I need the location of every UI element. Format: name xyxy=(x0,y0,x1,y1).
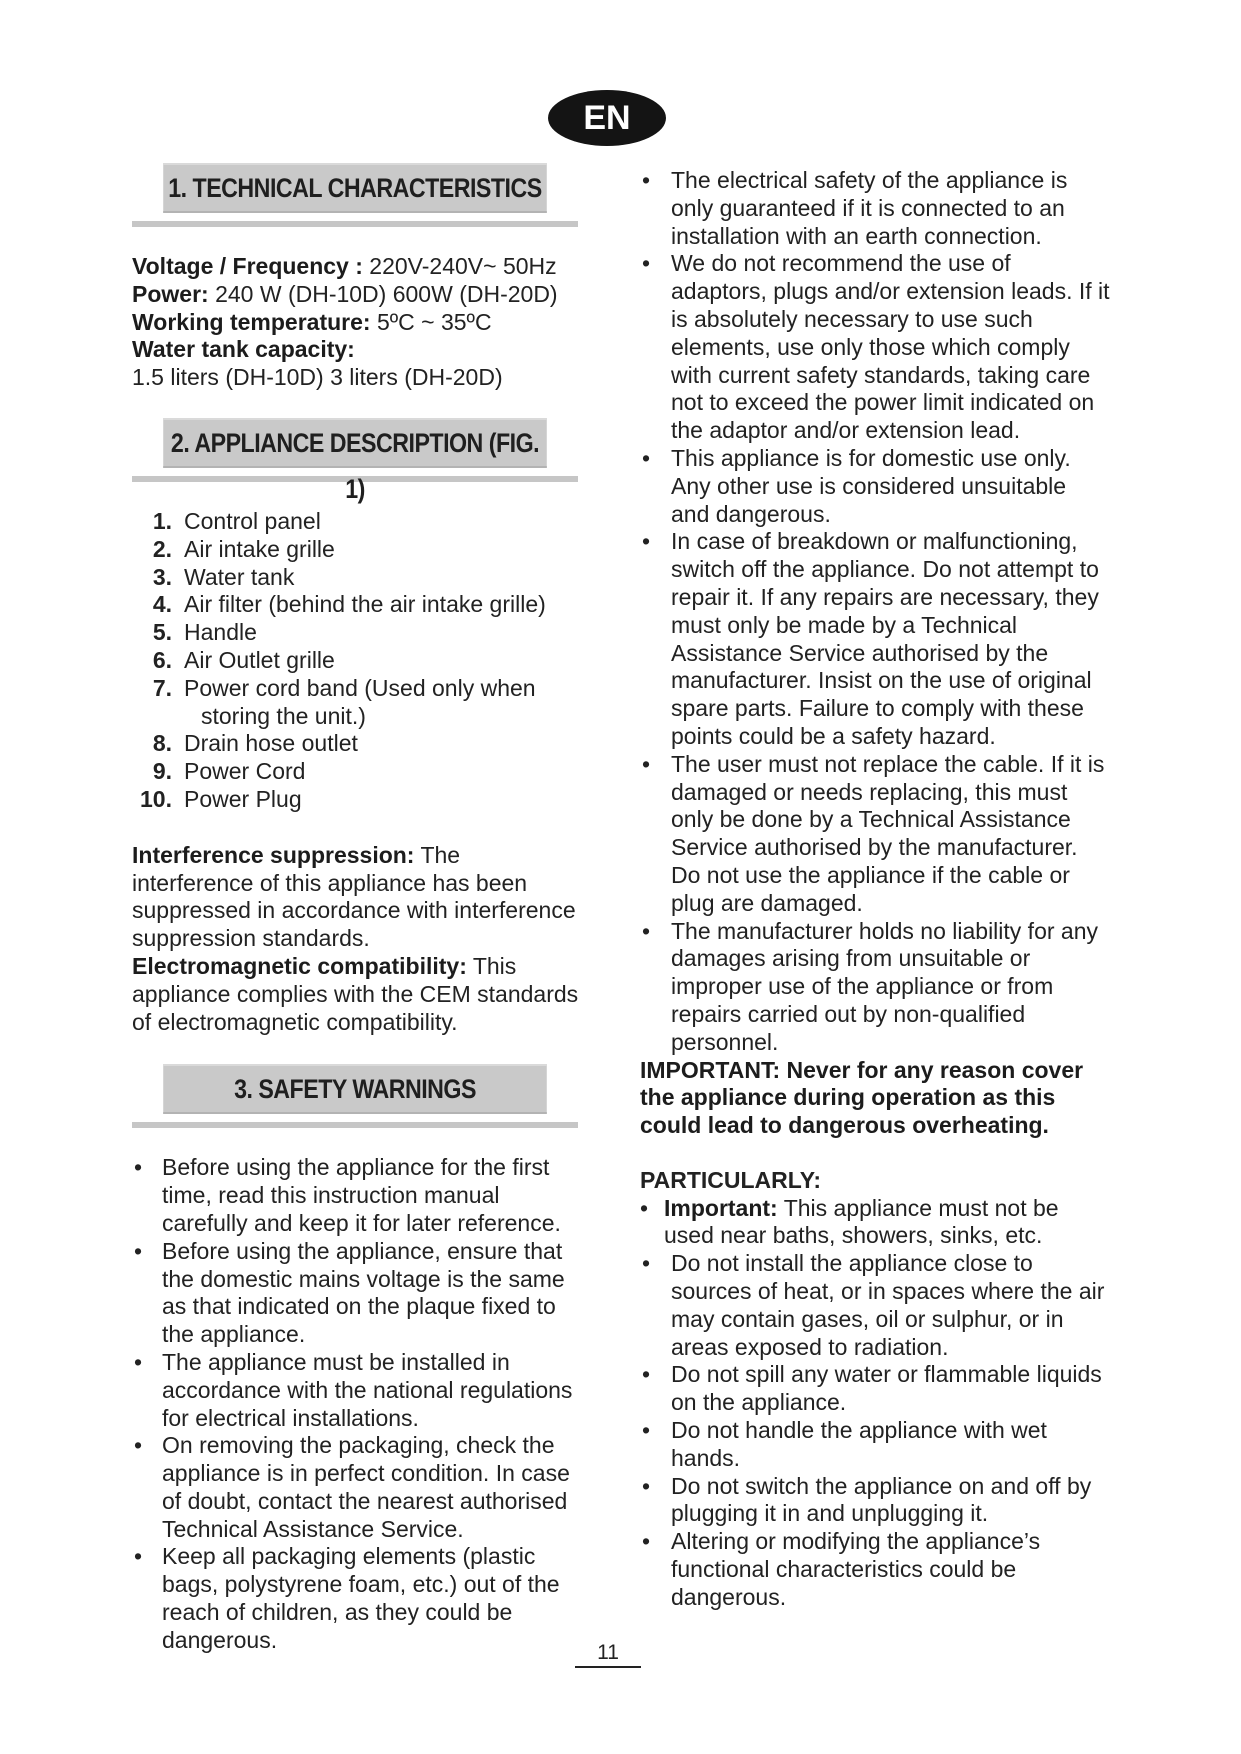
list-item: • The electrical safety of the appliance is only guaranteed if it is connected to an installation with an earth connection. xyxy=(642,167,1068,249)
page-number: 11 xyxy=(575,1640,641,1668)
list-item: 1. Control panel xyxy=(152,507,321,534)
list-item: 5. Handle xyxy=(152,619,257,646)
list-item: 10. Power Plug xyxy=(140,785,302,812)
particularly-list xyxy=(640,1195,1110,1612)
spec-tank-capacity: Water tank capacity: xyxy=(132,336,355,363)
spec-power: Power: 240 W (DH-10D) 600W (DH-20D) xyxy=(132,280,558,307)
list-item: • Before using the appliance for the first time, read this instruction manual carefully and keep it for later reference. xyxy=(134,1154,561,1236)
list-item: • The user must not replace the cable. If it is damaged or needs replacing, this must only be done by a Technical Assistance Service authorised by the manufacturer. Do not use the appliance if the cable or plug are damaged. xyxy=(642,750,1105,916)
list-item: 4. Air filter (behind the air intake grille) xyxy=(152,591,546,618)
section-title-safety: 3. SAFETY WARNINGS xyxy=(163,1064,547,1114)
list-item: • The manufacturer holds no liability for any damages arising from unsuitable or improper use of the appliance or from repairs carried out by non-qualified personnel. xyxy=(642,917,1098,1055)
right-column xyxy=(640,167,1110,1612)
list-item: 3. Water tank xyxy=(152,563,295,590)
list-item: • Do not handle the appliance with wet hands. xyxy=(642,1417,1047,1471)
list-item: • Do not install the appliance close to sources of heat, or in spaces where the air may contain gases, oil or sulphur, or in areas exposed to radiation. xyxy=(642,1250,1105,1360)
safety-list-right xyxy=(640,167,1110,1057)
interference-paragraph: Interference suppression: The interference of this appliance has been suppressed in accordance with interference suppression standards. xyxy=(132,841,576,952)
list-item: 2. Air intake grille xyxy=(152,535,335,562)
spec-voltage: Voltage / Frequency : 220V-240V~ 50Hz xyxy=(132,253,557,279)
list-item: 9. Power Cord xyxy=(152,758,306,785)
list-item: • This appliance is for domestic use only. Any other use is considered unsuitable and dangerous. xyxy=(642,444,1071,527)
list-item: • Before using the appliance, ensure that the domestic mains voltage is the same as that indicated on the plaque fixed to the appliance. xyxy=(134,1237,565,1348)
list-item: • We do not recommend the use of adaptors, plugs and/or extension leads. If it is absolutely necessary to use such elements, use only those which comply with current safety standards, taking care not to exceed the power limit indicated on the adaptor and/or extension lead. xyxy=(642,250,1110,444)
spec-tank-capacity-value: 1.5 liters (DH-10D) 3 liters (DH-20D) xyxy=(132,364,503,391)
list-item: • Keep all packaging elements (plastic bags, polystyrene foam, etc.) out of the reach of children, as they could be dangerous. xyxy=(134,1543,560,1653)
left-column xyxy=(132,163,582,1655)
list-item: • Do not spill any water or flammable liquids on the appliance. xyxy=(642,1361,1102,1416)
safety-list-left xyxy=(132,1154,582,1654)
list-item: • On removing the packaging, check the appliance is in perfect condition. In case of doubt, contact the nearest authorised Technical Assistance Service. xyxy=(134,1432,570,1542)
section-divider xyxy=(132,1122,578,1128)
section-title-appliance: 2. APPLIANCE DESCRIPTION (FIG. 1) xyxy=(163,418,547,468)
important-warning: IMPORTANT: Never for any reason cover the appliance during operation as this could lead to dangerous overheating. xyxy=(640,1056,1084,1139)
parts-list xyxy=(132,508,582,814)
language-badge: EN xyxy=(548,90,666,146)
list-item: • The appliance must be installed in accordance with the national regulations for electrical installations. xyxy=(134,1348,573,1431)
list-item: • Important: This appliance must not be used near baths, showers, sinks, etc. xyxy=(640,1194,1059,1249)
list-item: • Do not switch the appliance on and off by plugging it in and unplugging it. xyxy=(642,1472,1092,1527)
list-item: 8. Drain hose outlet xyxy=(152,730,358,757)
list-item: 6. Air Outlet grille xyxy=(152,646,335,673)
spec-temperature: Working temperature: 5ºC ~ 35ºC xyxy=(132,308,492,335)
spec-list xyxy=(132,253,582,392)
emc-paragraph: Electromagnetic compatibility: This appliance complies with the CEM standards of electromagnetic compatibility. xyxy=(132,952,579,1035)
section-title-technical: 1. TECHNICAL CHARACTERISTICS xyxy=(163,163,547,213)
particularly-title: PARTICULARLY: xyxy=(640,1166,822,1193)
list-item: • Altering or modifying the appliance’s functional characteristics could be dangerous. xyxy=(642,1528,1041,1610)
list-item: 7. Power cord band (Used only when storing the unit.) xyxy=(152,674,536,729)
list-item: • In case of breakdown or malfunctioning, switch off the appliance. Do not attempt to repair it. If any repairs are necessary, they must only be made by a Technical Assistance Service authorised by the manufacturer. Insist on the use of original spare parts. Failure to comply with these points could be a safety hazard. xyxy=(642,528,1099,749)
section-divider xyxy=(132,221,578,227)
